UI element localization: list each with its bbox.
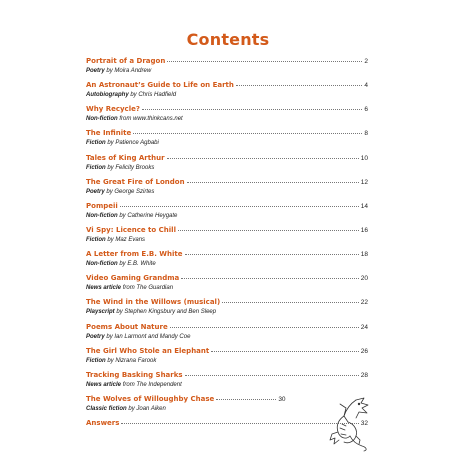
entry-title[interactable]: Portrait of a Dragon <box>86 57 166 65</box>
genre-label: News article <box>86 285 122 292</box>
genre-label: Poetry <box>86 188 105 195</box>
page-number: 30 <box>278 395 286 403</box>
dot-leader <box>216 392 276 400</box>
dot-leader <box>185 368 359 376</box>
genre-label: Poetry <box>86 68 105 74</box>
entry-title[interactable]: Pompeii <box>86 201 118 210</box>
entry-title[interactable]: Vi Spy: Licence to Chill <box>86 225 176 234</box>
genre-label: Fiction <box>86 164 106 171</box>
dot-leader <box>170 320 359 328</box>
entry-title[interactable]: A Letter from E.B. White <box>86 250 183 259</box>
dot-leader <box>222 295 359 303</box>
entry-title[interactable]: Why Recycle? <box>86 105 140 114</box>
byline: by Ian Larmont and Mandy Coe <box>106 333 191 340</box>
byline: from The Independent <box>122 381 182 388</box>
dot-leader <box>120 199 359 207</box>
entry-title[interactable]: The Great Fire of London <box>86 177 185 186</box>
entry-title[interactable]: Video Gaming Grandma <box>86 274 180 283</box>
byline: by Joan Aiken <box>128 405 166 412</box>
entry-title[interactable]: Answers <box>86 419 120 428</box>
genre-label: Fiction <box>86 357 106 364</box>
page-number: 8 <box>364 130 368 138</box>
dot-leader <box>187 175 359 183</box>
dot-leader <box>142 102 362 110</box>
genre-label: Poetry <box>86 333 105 340</box>
byline: by Catherine Heygate <box>119 212 178 219</box>
genre-label: Fiction <box>86 140 106 147</box>
page-number: 16 <box>360 226 368 234</box>
toc-entry-tracking-basking-sharks[interactable] <box>86 369 368 393</box>
toc-entry-tales-of-king-arthur[interactable] <box>86 152 368 176</box>
page-number: 20 <box>360 275 368 283</box>
page-number: 22 <box>360 299 368 307</box>
genre-label: News article <box>86 381 122 388</box>
entry-title[interactable]: The Wolves of Willoughby Chase <box>86 394 215 403</box>
genre-label: Autobiography <box>86 92 129 99</box>
byline: from www.thinkcans.net <box>119 116 183 123</box>
entry-title[interactable]: Tales of King Arthur <box>86 153 165 162</box>
genre-label: Classic fiction <box>86 405 127 412</box>
byline: by George Szirtes <box>106 188 155 195</box>
entry-title[interactable]: The Infinite <box>86 129 132 138</box>
dot-leader <box>167 54 362 62</box>
entry-title[interactable]: An Astronaut’s Guide to Life on Earth <box>86 81 234 90</box>
toc-entry-wind-in-the-willows[interactable] <box>86 296 368 320</box>
toc-entry-video-gaming-grandma[interactable] <box>86 272 368 296</box>
toc-entry-astronauts-guide[interactable] <box>86 79 368 103</box>
page-number: 18 <box>360 251 368 259</box>
byline: by Felicity Brooks <box>107 164 155 171</box>
toc-entry-vi-spy[interactable] <box>86 224 368 248</box>
genre-label: Playscript <box>86 309 115 316</box>
byline: by Moira Andrew <box>106 68 152 74</box>
page-number: 14 <box>360 202 368 210</box>
entry-title[interactable]: The Wind in the Willows (musical) <box>86 298 221 307</box>
dot-leader <box>167 151 359 159</box>
byline: by Nizrana Farook <box>107 357 157 364</box>
entry-title[interactable]: Tracking Basking Sharks <box>86 370 183 379</box>
toc-entry-letter-from-eb-white[interactable] <box>86 248 368 272</box>
page-number: 28 <box>360 371 368 379</box>
entry-title[interactable]: The Girl Who Stole an Elephant <box>86 346 210 355</box>
byline: by E.B. White <box>119 261 156 268</box>
genre-label: Fiction <box>86 236 106 243</box>
toc-entry-girl-who-stole-an-elephant[interactable] <box>86 345 368 369</box>
page-number: 24 <box>360 323 368 331</box>
dot-leader <box>178 223 359 231</box>
page-number: 12 <box>360 178 368 186</box>
toc-entry-portrait-of-a-dragon[interactable] <box>86 55 368 79</box>
byline: by Maz Evans <box>107 236 146 243</box>
entry-title[interactable]: Poems About Nature <box>86 322 168 331</box>
toc-entry-the-infinite[interactable] <box>86 127 368 151</box>
toc-entry-why-recycle[interactable] <box>86 103 368 127</box>
toc-entry-poems-about-nature[interactable] <box>86 321 368 345</box>
page-title: Contents <box>186 30 270 49</box>
byline: from The Guardian <box>122 285 174 292</box>
page-number: 10 <box>360 154 368 162</box>
page-number: 32 <box>360 420 368 428</box>
dragon-illustration <box>326 396 372 452</box>
page-number: 26 <box>360 347 368 355</box>
toc-entry-pompeii[interactable] <box>86 200 368 224</box>
toc-entry-great-fire-of-london[interactable] <box>86 176 368 200</box>
dot-leader <box>121 416 358 424</box>
genre-label: Non-fiction <box>86 261 118 268</box>
byline: by Stephen Kingsbury and Ben Sleep <box>116 309 217 316</box>
page-number: 6 <box>364 106 368 114</box>
dot-leader <box>211 344 359 352</box>
genre-label: Non-fiction <box>86 212 118 219</box>
page-number: 2 <box>364 58 368 65</box>
genre-label: Non-fiction <box>86 116 118 123</box>
page-number: 4 <box>364 82 368 90</box>
byline: by Chris Hadfield <box>130 92 177 99</box>
dot-leader <box>133 126 362 134</box>
contents-list <box>86 55 368 441</box>
dot-leader <box>236 78 363 86</box>
dot-leader <box>185 247 359 255</box>
dot-leader <box>181 271 359 279</box>
byline: by Patience Agbabi <box>107 140 159 147</box>
